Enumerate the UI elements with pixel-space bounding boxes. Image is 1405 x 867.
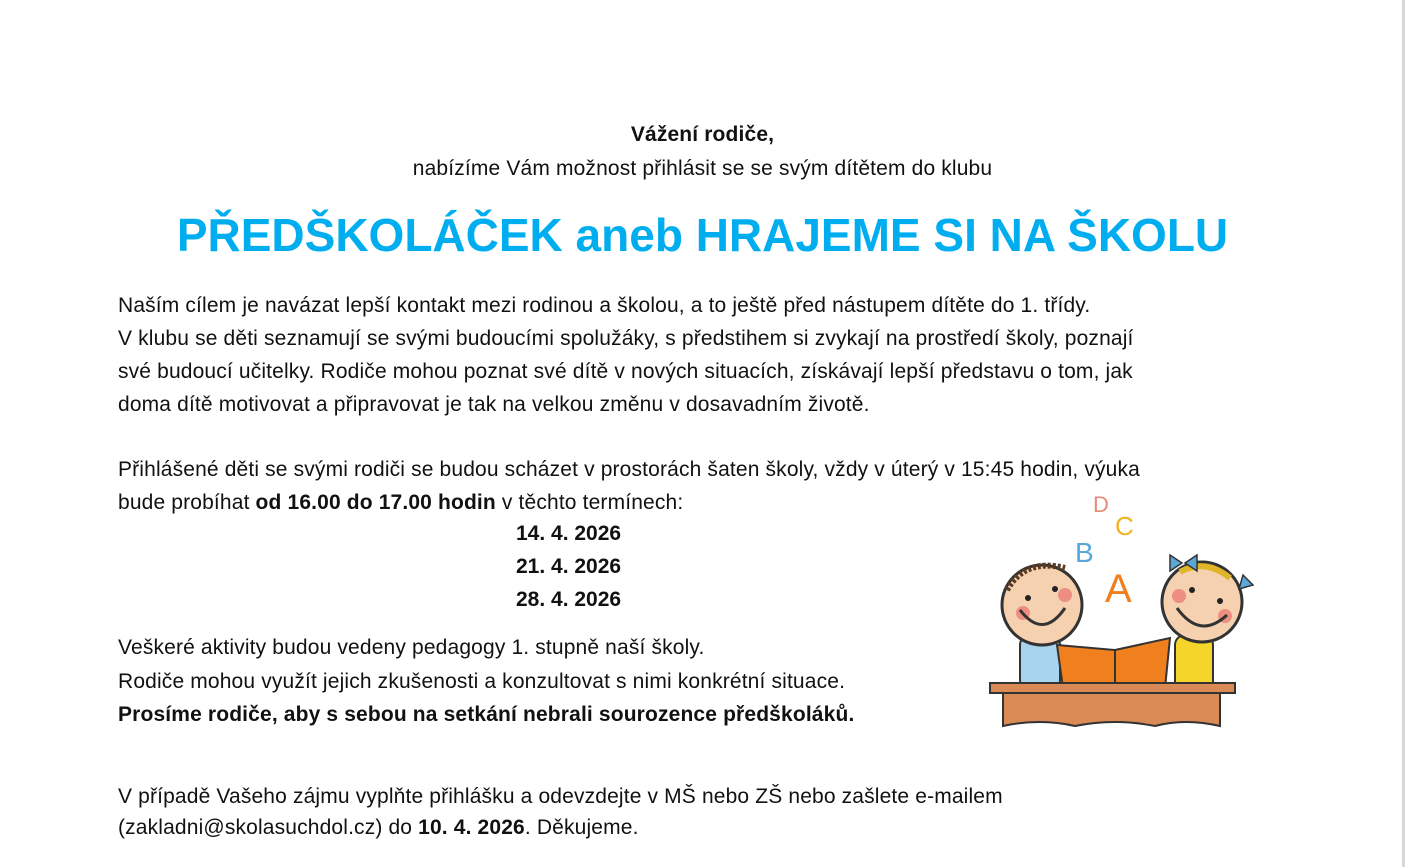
text: (zakladni@skolasuchdol.cz) do <box>118 816 419 839</box>
paragraph-line: Veškeré aktivity budou vedeny pedagogy 1. stupně naší školy. <box>118 636 705 659</box>
greeting: Vážení rodiče, <box>630 123 775 146</box>
text: bude probíhat <box>118 491 256 514</box>
intro-text: nabízíme Vám možnost přihlásit se se svým dítětem do klubu <box>412 157 993 180</box>
page-title: PŘEDŠKOLÁČEK aneb HRAJEME SI NA ŠKOLU <box>176 209 1229 261</box>
children-reading-illustration <box>965 490 1265 730</box>
time-range: od 16.00 do 17.00 hodin <box>255 491 496 514</box>
paragraph-line: Naším cílem je navázat lepší kontakt mezi rodinou a školou, a to ještě před nástupem dítěte do 1. třídy. <box>118 294 1091 317</box>
paragraph-line: Přihlášené děti se svými rodiči se budou scházet v prostorách šaten školy, vždy v úterý v 15:45 hodin, výuka <box>118 458 1140 481</box>
paragraph-line <box>118 491 683 515</box>
letter-b: B <box>1075 537 1094 568</box>
date-item: 21. 4. 2026 <box>516 555 622 578</box>
text: . Děkujeme. <box>524 816 639 839</box>
letter-a: A <box>1105 567 1132 611</box>
paragraph-line: své budoucí učitelky. Rodiče mohou poznat své dítě v nových situacích, získávají lepší představu o tom, jak <box>118 360 1133 383</box>
paragraph-line: Rodiče mohou využít jejich zkušenosti a konzultovat s nimi konkrétní situace. <box>118 670 846 693</box>
desk <box>990 683 1235 726</box>
letter-c: C <box>1115 511 1134 541</box>
girl <box>1162 555 1253 693</box>
text: v těchto termínech: <box>495 491 684 514</box>
date-item: 14. 4. 2026 <box>516 522 622 545</box>
paragraph-line: doma dítě motivovat a připravovat je tak na velkou změnu v dosavadním životě. <box>118 393 870 416</box>
deadline: 10. 4. 2026 <box>418 816 525 839</box>
letter-d: D <box>1093 492 1109 517</box>
closing-line: V případě Vašeho zájmu vyplňte přihlášku a odevzdejte v MŠ nebo ZŠ nebo zašlete e-mailem <box>118 785 1003 808</box>
closing-line <box>118 816 639 840</box>
notice: Prosíme rodiče, aby s sebou na setkání nebrali sourozence předškoláků. <box>118 703 855 726</box>
date-item: 28. 4. 2026 <box>516 588 622 611</box>
paragraph-line: V klubu se děti seznamují se svými budoucími spolužáky, s předstihem si zvykají na prostředí školy, poznají <box>118 327 1134 350</box>
